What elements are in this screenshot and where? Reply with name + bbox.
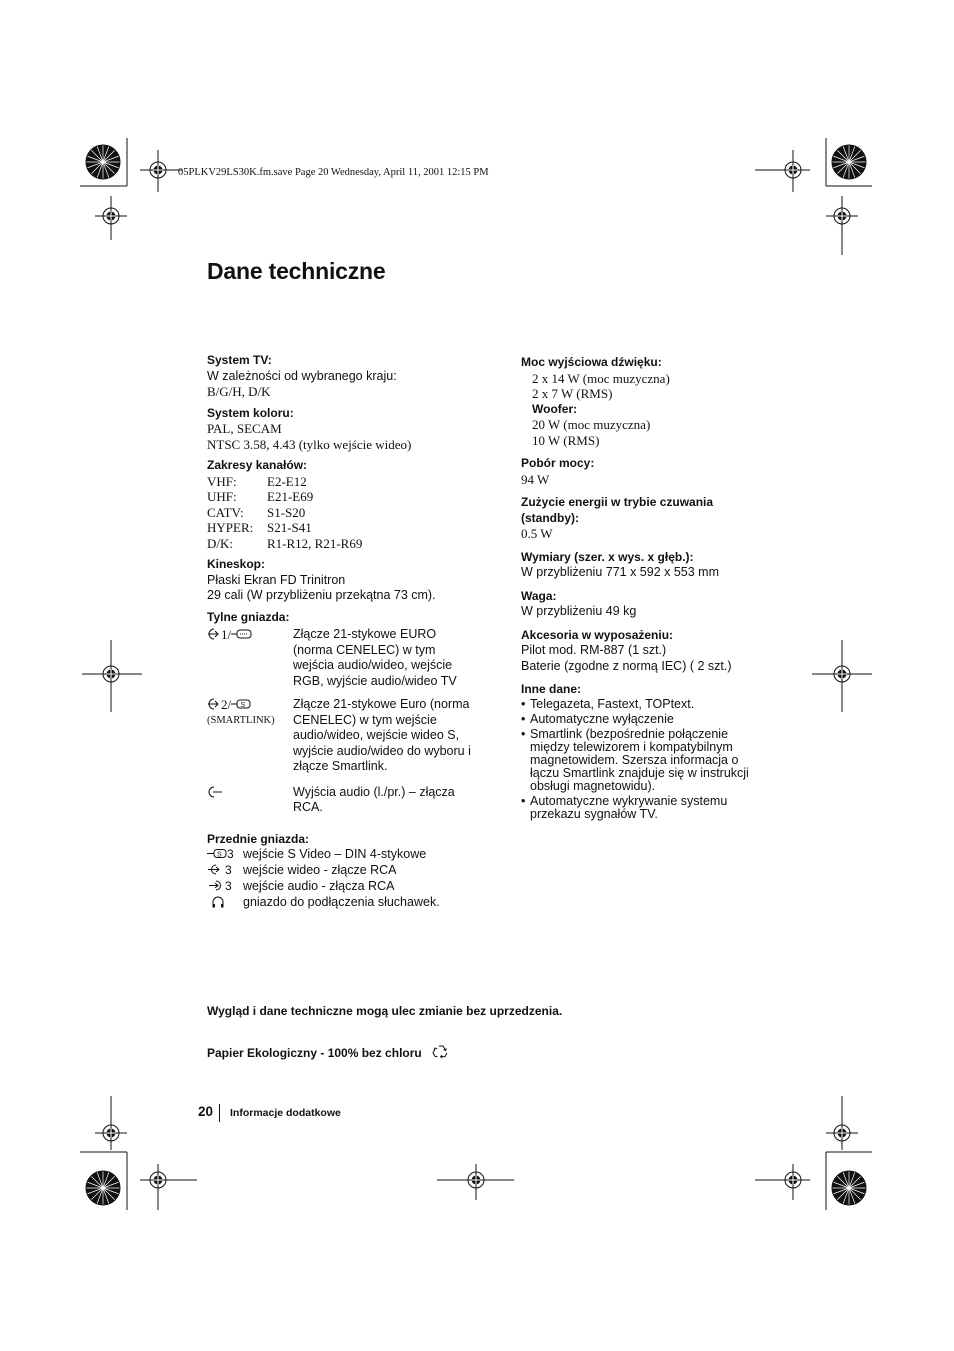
table-value: R1-R12, R21-R69 [267, 535, 363, 551]
table-key: HYPER: [207, 520, 254, 535]
table-value: S21-S41 [267, 520, 312, 535]
section-title: System koloru: [207, 405, 294, 420]
recycle-icon [432, 1044, 450, 1061]
text-line: Baterie (zgodne z normą IEC) ( 2 szt.) [521, 658, 732, 673]
front-connector-row [207, 879, 497, 895]
channel-table [207, 474, 362, 552]
s-video-icon [231, 698, 253, 710]
connector-number: 2/ [221, 697, 232, 712]
list-item: • Smartlink (bezpośrednie połączenie między telewizorem i kompatybilnym magnetowidem. Szersza informacja o łączu Smartlink znajduje się w instrukcji obsługi magnetowidu). [521, 728, 756, 793]
connector-description: Wyjścia audio (l./pr.) – złącza RCA. [293, 784, 455, 814]
connector-description: Złącze 21-stykowe Euro (norma CENELEC) w tym wejście audio/wideo, wejście wideo S, wyjście audio/wideo do wyboru i złącze Smartlink. [293, 697, 471, 773]
connector-number: 3 [225, 879, 232, 894]
front-connector-symbol [207, 847, 243, 863]
video-input-icon [207, 864, 225, 875]
section-kineskop [207, 557, 497, 604]
section-title: Waga: [521, 588, 557, 603]
list-item: • Telegazeta, Fastext, TOPtext. [521, 698, 756, 711]
text-line: W przybliżeniu 49 kg [521, 604, 637, 618]
text-line: PAL, SECAM [207, 421, 282, 436]
footer-section-label: Informacje dodatkowe [230, 1107, 341, 1119]
table-key: D/K: [207, 535, 233, 551]
section-title: Akcesoria w wyposażeniu: [521, 627, 674, 642]
svg-text:S: S [217, 851, 222, 859]
section-system-koloru [207, 406, 497, 453]
footer-separator [219, 1104, 220, 1122]
front-connector-symbol [207, 895, 243, 911]
connector-symbol [207, 627, 293, 689]
section-pobor [521, 456, 756, 487]
s-video-input-icon [207, 848, 227, 859]
file-header: 05PLKV29LS30K.fm.save Page 20 Wednesday, April 11, 2001 12:15 PM [178, 167, 489, 178]
section-title: Kineskop: [207, 557, 266, 571]
connector-sublabel: (SMARTLINK) [207, 714, 275, 726]
text-line: Pilot mod. RM-887 (1 szt.) [521, 643, 667, 657]
connector-row [207, 627, 497, 689]
table-key: VHF: [207, 473, 237, 489]
input-arrow-icon [207, 628, 221, 640]
section-inne-dane [521, 682, 756, 821]
front-connector-label: wejście wideo - złącze RCA [243, 863, 397, 878]
headphones-icon [211, 896, 227, 908]
connector-row [207, 697, 497, 775]
text-line: 20 W (moc muzyczna) [532, 417, 651, 432]
eco-paper-line [207, 1044, 450, 1061]
front-connector-row [207, 847, 497, 863]
front-connector-row [207, 863, 497, 879]
section-title: System TV: [207, 353, 272, 367]
section-title: Zakresy kanałów: [207, 458, 308, 472]
table-value: E2-E12 [267, 473, 307, 489]
audio-input-icon [207, 880, 225, 891]
section-zakresy [207, 458, 497, 551]
connector-row [207, 785, 497, 816]
section-wymiary [521, 550, 756, 581]
front-connector-symbol [207, 879, 243, 895]
list-item: • Automatyczne wykrywanie systemu przekazu sygnałów TV. [521, 795, 756, 821]
section-title: Tylne gniazda: [207, 609, 290, 624]
section-moc [521, 355, 756, 448]
section-title: Przednie gniazda: [207, 831, 310, 846]
table-row [207, 536, 362, 552]
front-connector-label: wejście audio - złącza RCA [243, 879, 395, 894]
table-value: S1-S20 [267, 504, 306, 520]
right-column [521, 355, 756, 827]
text-line: 10 W (RMS) [532, 432, 600, 448]
text-line: NTSC 3.58, 4.43 (tylko wejście wideo) [207, 436, 412, 452]
table-row [207, 505, 362, 521]
section-tylne-gniazda [207, 610, 497, 816]
text-line: 0.5 W [521, 526, 553, 541]
connector-description: Złącze 21-stykowe EURO (norma CENELEC) w tym wejścia audio/wideo, wejście RGB, wyjście audio/wideo TV [293, 627, 457, 688]
change-notice: Wygląd i dane techniczne mogą ulec zmianie bez uprzedzenia. [207, 1004, 563, 1018]
input-arrow-icon [207, 698, 221, 710]
connector-number: 3 [225, 863, 232, 878]
section-title: Zużycie energii w trybie czuwania (standby): [521, 495, 714, 525]
eco-paper-text: Papier Ekologiczny - 100% bez chloru [207, 1045, 422, 1060]
left-column [207, 353, 497, 917]
connector-number: 1/ [221, 627, 232, 642]
text-line: 94 W [521, 471, 550, 487]
connector-number: 3 [227, 847, 234, 862]
text-line: W zależności od wybranego kraju: [207, 368, 397, 383]
table-row [207, 520, 362, 536]
scart-icon [231, 628, 253, 640]
connector-symbol [207, 785, 293, 816]
section-title: Inne dane: [521, 682, 582, 696]
section-akcesoria [521, 628, 756, 675]
table-value: E21-E69 [267, 489, 314, 504]
section-title: Pobór mocy: [521, 456, 595, 470]
text-line: Płaski Ekran FD Trinitron [207, 572, 346, 587]
table-row [207, 489, 362, 505]
page-title: Dane techniczne [207, 258, 386, 284]
front-connector-row [207, 895, 497, 911]
text-line: 29 cali (W przybliżeniu przekątna 73 cm). [207, 588, 436, 602]
text-line: 2 x 7 W (RMS) [532, 386, 613, 401]
feature-list [521, 698, 756, 821]
page-number: 20 [198, 1104, 214, 1119]
section-zuzycie [521, 495, 756, 542]
text-line: 2 x 14 W (moc muzyczna) [532, 370, 670, 386]
text-line: B/G/H, D/K [207, 384, 271, 399]
table-key: CATV: [207, 504, 244, 520]
section-title: Moc wyjściowa dźwięku: [521, 355, 662, 369]
section-system-tv [207, 353, 497, 400]
front-connector-label: gniazdo do podłączenia słuchawek. [243, 895, 440, 910]
svg-text:S: S [240, 702, 246, 709]
front-connector-label: wejście S Video – DIN 4-stykowe [243, 847, 427, 862]
table-key: UHF: [207, 489, 237, 504]
table-row [207, 474, 362, 490]
front-connector-symbol [207, 863, 243, 879]
section-waga [521, 589, 756, 620]
list-item: • Automatyczne wyłączenie [521, 713, 756, 726]
connector-symbol [207, 697, 293, 775]
woofer-label: Woofer: [532, 401, 578, 416]
section-przednie-gniazda [207, 832, 497, 912]
audio-output-icon [207, 786, 223, 798]
section-title: Wymiary (szer. x wys. x głęb.): [521, 549, 694, 564]
text-line: W przybliżeniu 771 x 592 x 553 mm [521, 565, 720, 579]
